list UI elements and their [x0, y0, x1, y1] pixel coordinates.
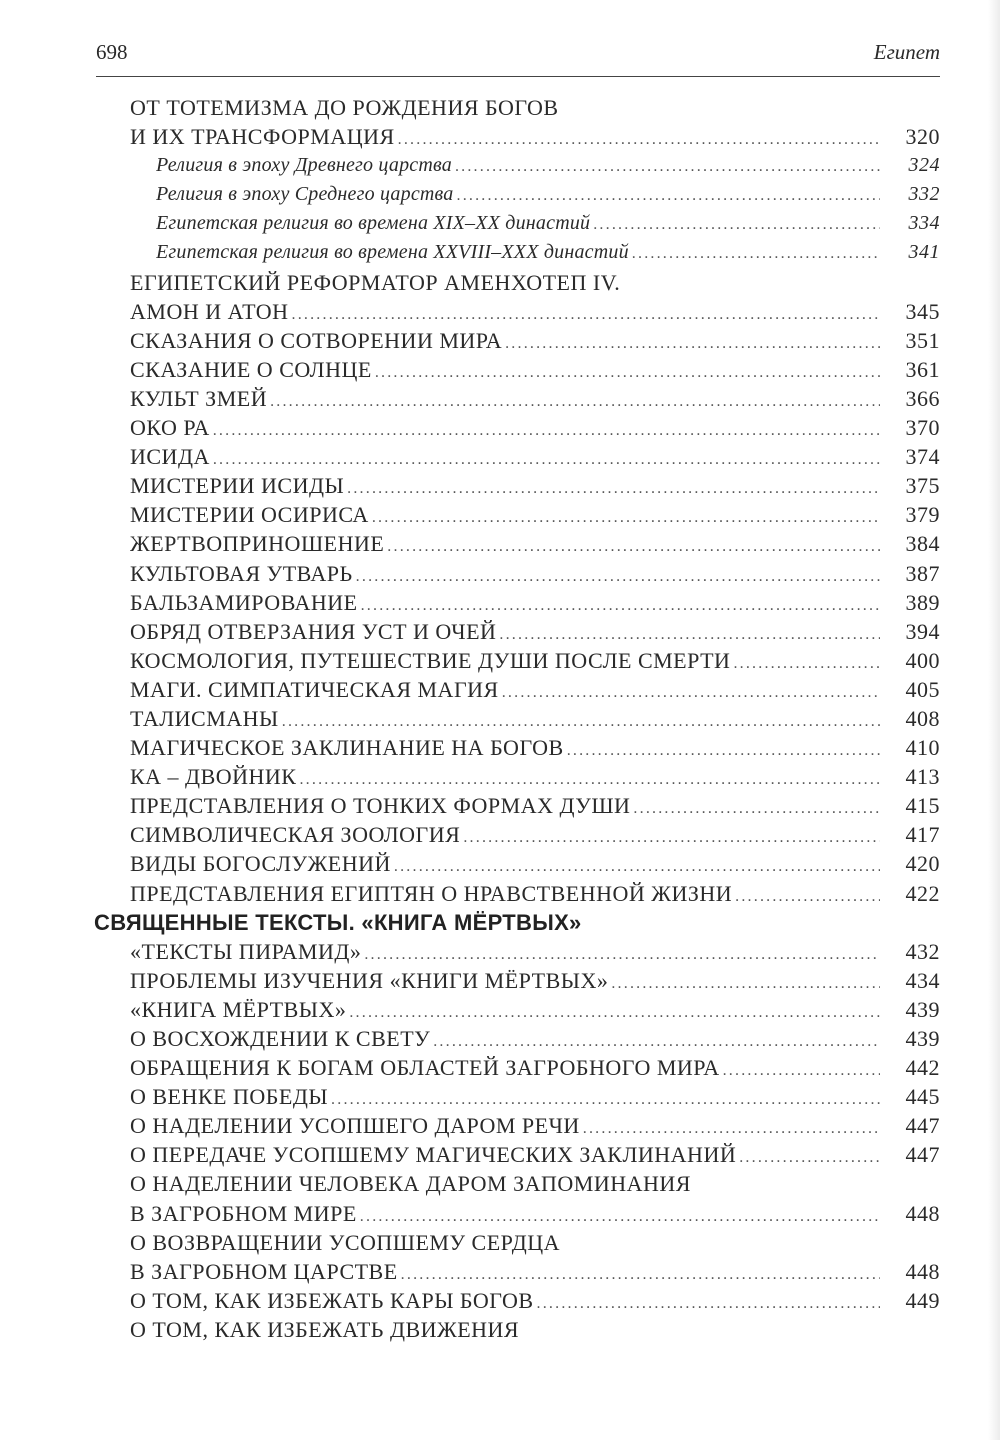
toc-entry: [0, 1199, 1000, 1228]
toc-entry-label: Египетская религия во времена XIX–XX династий: [156, 212, 591, 235]
toc-page-number: 445: [880, 1082, 940, 1111]
toc-page-number: 448: [880, 1199, 940, 1228]
toc-page-number: 405: [880, 675, 940, 704]
dot-leader: [360, 1202, 940, 1231]
toc-leader: [130, 1111, 940, 1143]
toc-leader: [130, 937, 940, 969]
toc-entry-label: «КНИГА МЁРТВЫХ»: [130, 996, 347, 1022]
dot-leader: [372, 503, 940, 532]
toc-entry-label: Египетская религия во времена XXVIII–XXX династий: [156, 241, 629, 264]
toc-leader: [130, 675, 940, 707]
toc-entry-label: О ПЕРЕДАЧЕ УСОПШЕМУ МАГИЧЕСКИХ ЗАКЛИНАНИЙ: [130, 1142, 737, 1168]
toc-page-number: 422: [880, 879, 940, 908]
toc-entry-label: ОКО РА: [130, 415, 210, 441]
toc-page-number: 447: [880, 1111, 940, 1140]
toc-entry: [0, 1315, 1000, 1344]
dot-leader: [282, 707, 940, 736]
toc-entry: [0, 704, 1000, 733]
toc-entry: [0, 500, 1000, 529]
dot-leader: [398, 125, 940, 154]
toc-entry: [0, 675, 1000, 704]
toc-leader: [130, 704, 940, 736]
scan-edge-shadow: [988, 0, 1000, 1440]
toc-page-number: 345: [880, 297, 940, 326]
toc-entry-label: ИСИДА: [130, 444, 210, 470]
table-of-contents: [0, 93, 1000, 1344]
toc-entry: [0, 1286, 1000, 1315]
toc-leader: [130, 791, 940, 823]
toc-entry-label: МИСТЕРИИ ИСИДЫ: [130, 473, 345, 499]
dot-leader: [213, 445, 940, 474]
toc-leader: [130, 879, 940, 911]
toc-entry: [0, 762, 1000, 791]
toc-page-number: 415: [880, 791, 940, 820]
toc-entry: [0, 849, 1000, 878]
toc-leader: [130, 500, 940, 532]
toc-entry: [0, 413, 1000, 442]
dot-leader: [433, 1027, 940, 1056]
running-header: [96, 40, 940, 77]
toc-entry: [0, 1111, 1000, 1140]
toc-leader: [130, 326, 940, 358]
toc-entry-label: Религия в эпоху Среднего царства: [156, 183, 454, 206]
toc-entry: [0, 326, 1000, 355]
dot-leader: [401, 1260, 940, 1289]
toc-leader: [130, 646, 940, 678]
toc-page-number: 442: [880, 1053, 940, 1082]
toc-entry-label: О НАДЕЛЕНИИ ЧЕЛОВЕКА ДАРОМ ЗАПОМИНАНИЯ: [130, 1171, 691, 1197]
dot-leader: [356, 562, 940, 591]
toc-entry-label: «ТЕКСТЫ ПИРАМИД»: [130, 938, 362, 964]
toc-entry: [0, 529, 1000, 558]
toc-leader: [130, 1082, 940, 1114]
toc-leader: [130, 355, 940, 387]
dot-leader: [505, 329, 940, 358]
toc-entry-label: ЕГИПЕТСКИЙ РЕФОРМАТОР АМЕНХОТЕП IV.: [130, 269, 621, 295]
toc-page-number: 341: [880, 238, 940, 267]
toc-leader: [130, 849, 940, 881]
toc-entry: [0, 268, 1000, 297]
toc-leader: [130, 559, 940, 591]
toc-entry: [0, 1228, 1000, 1257]
dot-leader: [387, 532, 940, 561]
toc-entry-label: ВИДЫ БОГОСЛУЖЕНИЙ: [130, 851, 391, 877]
toc-entry: [0, 617, 1000, 646]
dot-leader: [331, 1085, 940, 1114]
toc-entry-label: И ИХ ТРАНСФОРМАЦИЯ: [130, 124, 395, 150]
toc-entry-label: ОБРЯД ОТВЕРЗАНИЯ УСТ И ОЧЕЙ: [130, 618, 497, 644]
toc-leader: [130, 733, 940, 765]
toc-entry: [0, 1257, 1000, 1286]
toc-page-number: 361: [880, 355, 940, 384]
toc-page-number: 375: [880, 471, 940, 500]
toc-page-number: 374: [880, 442, 940, 471]
toc-entry-label: КУЛЬТ ЗМЕЙ: [130, 385, 268, 411]
dot-leader: [375, 358, 940, 387]
toc-page-number: 448: [880, 1257, 940, 1286]
toc-leader: [130, 1199, 940, 1231]
toc-leader: [130, 1286, 940, 1318]
toc-page-number: 320: [880, 122, 940, 151]
toc-leader: [156, 180, 940, 210]
dot-leader: [502, 678, 940, 707]
toc-entry-label: В ЗАГРОБНОМ ЦАРСТВЕ: [130, 1258, 398, 1284]
toc-entry-label: МАГИ. СИМПАТИЧЕСКАЯ МАГИЯ: [130, 676, 499, 702]
toc-entry-label: СИМВОЛИЧЕСКАЯ ЗООЛОГИЯ: [130, 822, 461, 848]
dot-leader: [349, 998, 940, 1027]
toc-entry-label: МИСТЕРИИ ОСИРИСА: [130, 502, 369, 528]
dot-leader: [499, 620, 940, 649]
toc-page-number: 439: [880, 995, 940, 1024]
toc-entry-label: КОСМОЛОГИЯ, ПУТЕШЕСТВИЕ ДУШИ ПОСЛЕ СМЕРТИ: [130, 647, 731, 673]
toc-leader: [156, 209, 940, 239]
toc-page-number: 449: [880, 1286, 940, 1315]
toc-entry: [0, 791, 1000, 820]
dot-leader: [364, 940, 940, 969]
toc-leader: [130, 442, 940, 474]
toc-entry-label: О ТОМ, КАК ИЗБЕЖАТЬ ДВИЖЕНИЯ: [130, 1316, 520, 1342]
dot-leader: [292, 300, 941, 329]
toc-entry: [0, 733, 1000, 762]
toc-entry: [0, 355, 1000, 384]
toc-leader: [156, 238, 940, 268]
toc-page-number: 324: [880, 151, 940, 180]
toc-entry-label: ОТ ТОТЕМИЗМА ДО РОЖДЕНИЯ БОГОВ: [130, 95, 559, 120]
toc-entry-label: СКАЗАНИЕ О СОЛНЦЕ: [130, 356, 372, 382]
page-number: 698: [96, 40, 128, 64]
toc-leader: [130, 471, 940, 503]
toc-entry: [0, 588, 1000, 617]
toc-page-number: 439: [880, 1024, 940, 1053]
running-title: Египет: [873, 40, 940, 64]
toc-entry-label: ПРОБЛЕМЫ ИЗУЧЕНИЯ «КНИГИ МЁРТВЫХ»: [130, 967, 609, 993]
toc-entry: [0, 384, 1000, 413]
toc-leader: [130, 617, 940, 649]
toc-page-number: 447: [880, 1140, 940, 1169]
toc-entry-label: СКАЗАНИЯ О СОТВОРЕНИИ МИРА: [130, 327, 503, 353]
dot-leader: [270, 387, 940, 416]
dot-leader: [463, 823, 940, 852]
toc-entry: [0, 471, 1000, 500]
toc-entry-label: О ТОМ, КАК ИЗБЕЖАТЬ КАРЫ БОГОВ: [130, 1287, 534, 1313]
dot-leader: [213, 416, 940, 445]
toc-entry-label: АМОН И АТОН: [130, 298, 289, 324]
toc-entry: [0, 238, 1000, 267]
toc-leader: [130, 297, 940, 329]
toc-entry-label: О ВОСХОЖДЕНИИ К СВЕТУ: [130, 1026, 431, 1051]
toc-entry: [0, 1169, 1000, 1198]
toc-page-number: 410: [880, 733, 940, 762]
toc-entry-label: ПРЕДСТАВЛЕНИЯ О ТОНКИХ ФОРМАХ ДУШИ: [130, 793, 631, 819]
dot-leader: [299, 765, 940, 794]
toc-page-number: 400: [880, 646, 940, 675]
toc-entry: [0, 646, 1000, 675]
toc-page-number: 389: [880, 588, 940, 617]
toc-entry-label: О ВОЗВРАЩЕНИИ УСОПШЕМУ СЕРДЦА: [130, 1229, 561, 1255]
dot-leader: [394, 852, 940, 881]
toc-entry: [0, 1082, 1000, 1111]
toc-leader: [130, 588, 940, 620]
toc-page-number: 384: [880, 529, 940, 558]
toc-page-number: 408: [880, 704, 940, 733]
toc-leader: [130, 529, 940, 561]
toc-page-number: 434: [880, 966, 940, 995]
toc-entry: [0, 1053, 1000, 1082]
section-heading: СВЯЩЕННЫЕ ТЕКСТЫ. «КНИГА МЁРТВЫХ»: [94, 909, 582, 935]
toc-page-number: 387: [880, 559, 940, 588]
toc-page-number: 432: [880, 937, 940, 966]
toc-entry: [0, 93, 1000, 122]
toc-leader: [130, 1140, 940, 1172]
toc-page-number: 351: [880, 326, 940, 355]
toc-page-number: 417: [880, 820, 940, 849]
toc-entry: [0, 1024, 1000, 1053]
toc-leader: [130, 1024, 940, 1056]
toc-page-number: 420: [880, 849, 940, 878]
toc-page-number: 379: [880, 500, 940, 529]
toc-entry: [0, 442, 1000, 471]
toc-entry-label: ПРЕДСТАВЛЕНИЯ ЕГИПТЯН О НРАВСТВЕННОЙ ЖИЗНИ: [130, 880, 733, 906]
toc-page-number: 334: [880, 209, 940, 238]
toc-entry: [0, 937, 1000, 966]
toc-entry: [0, 879, 1000, 908]
toc-leader: [130, 1257, 940, 1289]
toc-page-number: 394: [880, 617, 940, 646]
toc-entry-label: ЖЕРТВОПРИНОШЕНИЕ: [130, 531, 385, 557]
toc-page-number: 370: [880, 413, 940, 442]
toc-entry-label: КА – ДВОЙНИК: [130, 764, 297, 790]
toc-entry: [0, 820, 1000, 849]
dot-leader: [457, 181, 941, 210]
toc-entry: [0, 180, 1000, 209]
toc-leader: [130, 1053, 940, 1085]
toc-entry-label: ОБРАЩЕНИЯ К БОГАМ ОБЛАСТЕЙ ЗАГРОБНОГО МИРА: [130, 1055, 720, 1081]
toc-leader: [130, 966, 940, 998]
toc-entry: [0, 966, 1000, 995]
toc-entry-label: О ВЕНКЕ ПОБЕДЫ: [130, 1084, 329, 1110]
toc-entry-label: ТАЛИСМАНЫ: [130, 705, 279, 731]
toc-entry-label: Религия в эпоху Древнего царства: [156, 154, 452, 177]
toc-entry-label: БАЛЬЗАМИРОВАНИЕ: [130, 589, 358, 615]
toc-entry: [0, 297, 1000, 326]
toc-leader: [130, 820, 940, 852]
dot-leader: [361, 591, 940, 620]
toc-leader: [156, 151, 940, 181]
toc-entry: [0, 122, 1000, 151]
dot-leader: [347, 474, 940, 503]
toc-leader: [130, 122, 940, 154]
toc-entry: [0, 559, 1000, 588]
toc-leader: [130, 384, 940, 416]
toc-entry: [0, 1140, 1000, 1169]
toc-entry: [0, 151, 1000, 180]
toc-entry-label: МАГИЧЕСКОЕ ЗАКЛИНАНИЕ НА БОГОВ: [130, 735, 564, 761]
toc-entry: [0, 995, 1000, 1024]
toc-leader: [130, 995, 940, 1027]
toc-entry-label: В ЗАГРОБНОМ МИРЕ: [130, 1200, 357, 1226]
toc-leader: [130, 762, 940, 794]
toc-entry-label: КУЛЬТОВАЯ УТВАРЬ: [130, 560, 353, 586]
toc-page-number: 366: [880, 384, 940, 413]
toc-page-number: 413: [880, 762, 940, 791]
toc-leader: [130, 413, 940, 445]
toc-page-number: 332: [880, 180, 940, 209]
toc-entry: [0, 209, 1000, 238]
section-heading-row: [0, 908, 1000, 937]
toc-entry-label: О НАДЕЛЕНИИ УСОПШЕГО ДАРОМ РЕЧИ: [130, 1113, 580, 1139]
dot-leader: [455, 152, 940, 181]
